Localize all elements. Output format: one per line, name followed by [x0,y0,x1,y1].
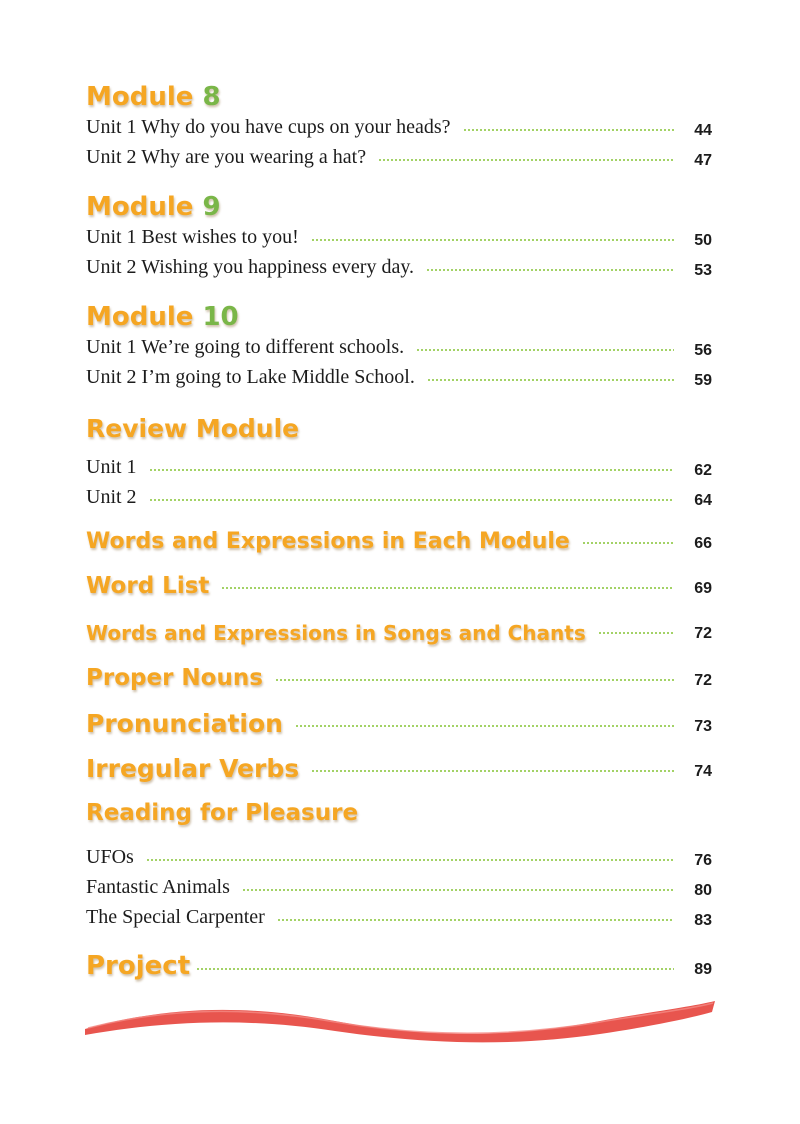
dot-leader [277,919,674,921]
entry-label: Unit 1 Why do you have cups on your heads? [86,116,451,138]
toc-entry[interactable] [86,450,712,480]
entry-label: Unit 1 [86,456,137,478]
page-number: 50 [694,232,712,249]
page-number: 56 [694,342,712,359]
toc-section-pronunciation[interactable] [86,706,712,736]
reading-for-pleasure-heading: Reading for Pleasure [86,800,359,826]
toc-section-words-expressions-each-module[interactable] [86,523,712,553]
toc-entry[interactable] [86,840,712,870]
dot-leader [295,725,674,727]
review-module-heading: Review Module [86,414,300,443]
entry-label: Unit 2 [86,486,137,508]
page-number: 47 [694,152,712,169]
page-number: 72 [694,672,712,689]
dot-leader [311,239,674,241]
toc-entry[interactable] [86,870,712,900]
toc-entry[interactable] [86,330,712,360]
dot-leader [146,859,674,861]
entry-label: The Special Carpenter [86,906,265,928]
page-number: 73 [694,718,712,735]
module-word: Module [86,82,194,112]
toc-entry[interactable] [86,480,712,510]
page-number: 83 [694,912,712,929]
page-number: 74 [694,763,712,780]
page-number: 64 [694,492,712,509]
section-title: Pronunciation [86,709,283,738]
section-title: Proper Nouns [86,665,263,691]
module-number: 9 [202,192,221,222]
entry-label: Unit 1 Best wishes to you! [86,226,299,248]
section-title: Words and Expressions in Each Module [86,529,570,554]
page-number: 53 [694,262,712,279]
toc-entry[interactable] [86,140,712,170]
module-number: 8 [202,82,221,112]
wave-shape [85,1001,715,1042]
dot-leader [242,889,674,891]
page-number: 89 [694,961,712,978]
section-title: Words and Expressions in Songs and Chants [86,621,586,645]
dot-leader [275,679,674,681]
page-number: 66 [694,535,712,552]
dot-leader [149,499,674,501]
toc-entry[interactable] [86,220,712,250]
toc-entry[interactable] [86,360,712,390]
dot-leader [221,587,674,589]
module-word: Module [86,192,194,222]
toc-entry[interactable] [86,250,712,280]
module-word: Module [86,302,194,332]
page-number: 44 [694,122,712,139]
toc-section-words-expressions-songs-chants[interactable] [86,613,712,643]
decorative-wave [80,995,720,1045]
dot-leader [149,469,674,471]
module-10-heading [86,304,239,330]
toc-section-word-list[interactable] [86,568,712,598]
dot-leader [463,129,674,131]
page-number: 72 [694,625,712,642]
toc-section-proper-nouns[interactable] [86,660,712,690]
dot-leader [416,349,674,351]
dot-leader [582,542,674,544]
page-number: 69 [694,580,712,597]
entry-label: UFOs [86,846,134,868]
dot-leader [598,632,674,634]
section-title: Project [86,951,191,981]
dot-leader [378,159,674,161]
entry-label: Unit 2 Why are you wearing a hat? [86,146,367,168]
section-title: Word List [86,573,210,599]
entry-label: Unit 2 Wishing you happiness every day. [86,256,415,278]
module-9-heading [86,194,221,220]
dot-leader [427,379,674,381]
toc-entry[interactable] [86,900,712,930]
page-number: 62 [694,462,712,479]
page-number: 59 [694,372,712,389]
section-title: Irregular Verbs [86,754,300,783]
entry-label: Unit 2 I’m going to Lake Middle School. [86,366,415,388]
toc-section-project[interactable] [86,949,712,979]
toc-section-irregular-verbs[interactable] [86,751,712,781]
dot-leader [311,770,674,772]
toc-entry[interactable] [86,110,712,140]
entry-label: Fantastic Animals [86,876,230,898]
dot-leader [426,269,674,271]
module-number: 10 [202,302,239,332]
page-number: 76 [694,852,712,869]
module-8-heading [86,84,221,110]
entry-label: Unit 1 We’re going to different schools. [86,336,405,358]
dot-leader [196,968,674,970]
page-number: 80 [694,882,712,899]
